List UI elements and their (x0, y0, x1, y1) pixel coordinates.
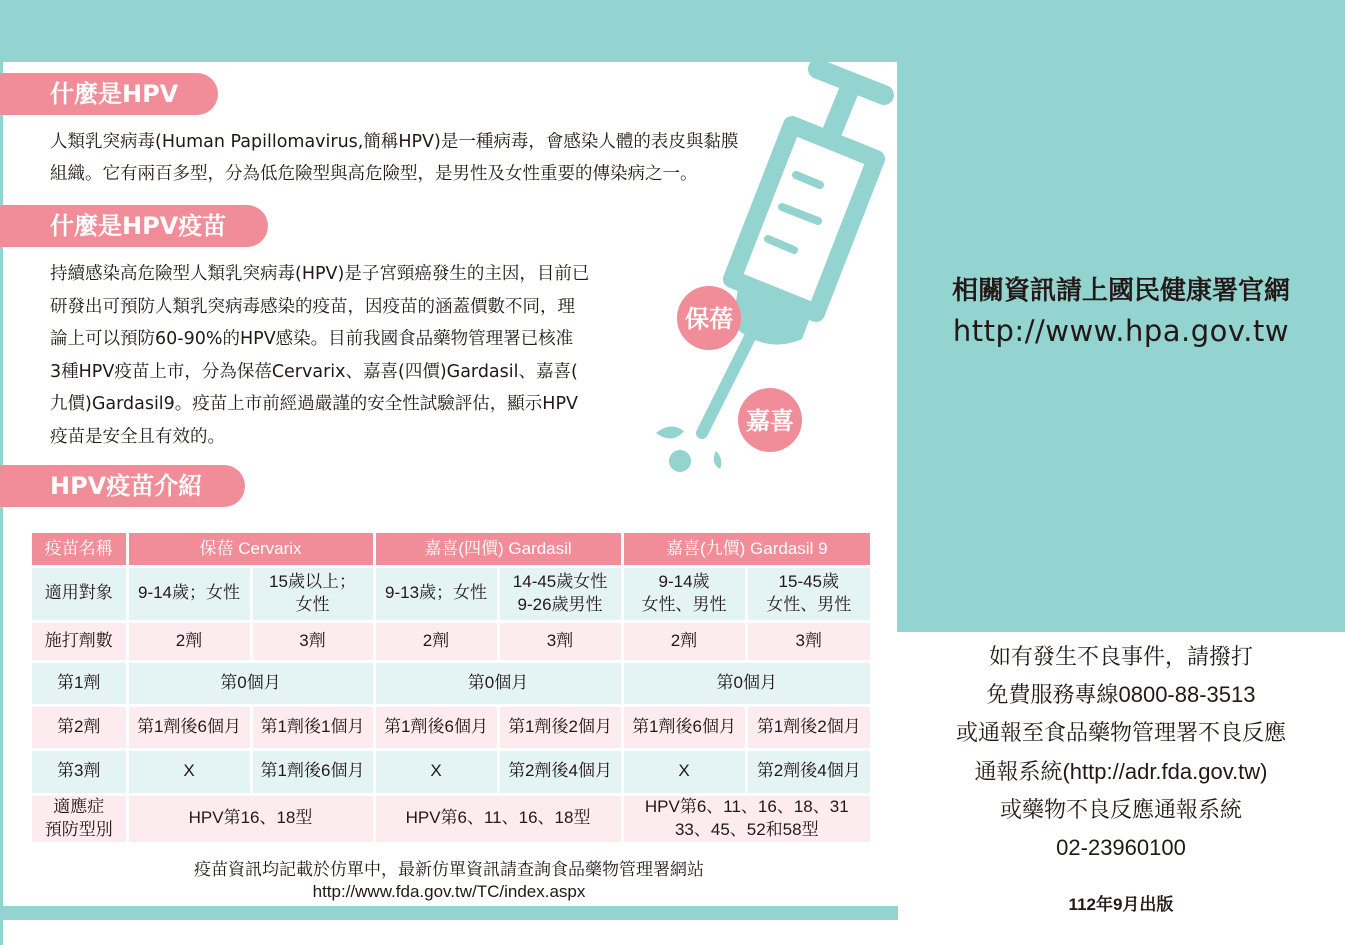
table-cell: 第0個月 (622, 661, 870, 705)
bubble-label: 嘉喜 (746, 407, 794, 435)
paragraph-line: 組織。它有兩百多型，分為低危險型與高危險型，是男性及女性重要的傳染病之一。 (50, 164, 698, 184)
table-cell: 9-14歲；女性 (127, 566, 251, 621)
table-cell: 第1劑後6個月 (251, 749, 374, 794)
table-row-dose1 (32, 661, 870, 705)
section-title-what-is-vaccine: 什麼是HPV疫苗 (0, 205, 268, 247)
paragraph-line: 人類乳突病毒(Human Papillomavirus,簡稱HPV)是一種病毒，會感染人體的表皮與黏膜 (50, 132, 739, 152)
adverse-event-report (897, 638, 1345, 867)
report-line: 通報系統(http://adr.fda.gov.tw) (974, 758, 1268, 784)
table-cell: 15-45歲 女性、男性 (746, 566, 870, 621)
table-cell: HPV第16、18型 (127, 794, 374, 843)
publication-date: 112年9月出版 (1068, 895, 1174, 914)
table-cell: 第1劑後6個月 (622, 705, 746, 749)
table-cell: 2劑 (374, 621, 498, 661)
table-cell: 第2劑後4個月 (746, 749, 870, 794)
table-row-dose3 (32, 749, 870, 794)
table-cell: 9-13歲；女性 (374, 566, 498, 621)
vaccine-name-cervarix: 保蓓 Cervarix (127, 533, 374, 566)
section-title-vaccine-intro: HPV疫苗介紹 (0, 465, 245, 507)
table-cell: 3劑 (251, 621, 374, 661)
paragraph-line: 3種HPV疫苗上市，分為保蓓Cervarix、嘉喜(四價)Gardasil、嘉喜( (50, 361, 578, 382)
table-cell: 第1劑後2個月 (746, 705, 870, 749)
bubble-gardasil (738, 388, 802, 452)
table-cell: 第0個月 (127, 661, 374, 705)
table-row-doses (32, 621, 870, 661)
table-cell: 第1劑後6個月 (127, 705, 251, 749)
table-cell: HPV第6、11、16、18、31 33、45、52和58型 (622, 794, 870, 843)
vaccine-name-gardasil: 嘉喜(四價) Gardasil (374, 533, 622, 566)
table-row-dose2 (32, 705, 870, 749)
bubble-label: 保蓓 (685, 305, 733, 333)
row-label: 第1劑 (32, 661, 127, 705)
table-cell: 第0個月 (374, 661, 622, 705)
table-cell: 2劑 (622, 621, 746, 661)
report-line: 或藥物不良反應通報系統 (999, 796, 1242, 822)
table-cell: X (374, 749, 498, 794)
syringe-icon (640, 55, 900, 485)
bottom-band (0, 906, 898, 920)
table-cell: 2劑 (127, 621, 251, 661)
paragraph-line: 疫苗是安全且有效的。 (50, 426, 225, 447)
footnote-text: 疫苗資訊均記載於仿單中，最新仿單資訊請查詢食品藥物管理署網站 (194, 860, 704, 879)
report-line: 02-23960100 (1056, 835, 1186, 861)
table-row-indication (32, 794, 870, 843)
footnote-link[interactable]: http://www.fda.gov.tw/TC/index.aspx (312, 882, 586, 901)
report-line: 如有發生不良事件，請撥打 (988, 644, 1253, 669)
table-cell: 15歲以上； 女性 (251, 566, 374, 621)
row-label: 施打劑數 (32, 621, 127, 661)
vaccine-name-gardasil9: 嘉喜(九價) Gardasil 9 (622, 533, 870, 566)
hpa-link[interactable]: http://www.hpa.gov.tw (952, 314, 1290, 348)
vaccine-table (32, 533, 870, 845)
report-line: 免費服務專線0800-88-3513 (986, 682, 1256, 708)
top-band (0, 0, 1345, 62)
table-cell: 第1劑後2個月 (498, 705, 622, 749)
table-cell: 第2劑後4個月 (498, 749, 622, 794)
table-cell: X (127, 749, 251, 794)
table-row-eligible (32, 566, 870, 621)
bubble-cervarix (677, 286, 741, 350)
table-cell: 第1劑後1個月 (251, 705, 374, 749)
row-label: 第3劑 (32, 749, 127, 794)
row-label: 適用對象 (32, 566, 127, 621)
paragraph-line: 研發出可預防人類乳突病毒感染的疫苗，因疫苗的涵蓋價數不同，理 (50, 296, 575, 317)
table-cell: 3劑 (498, 621, 622, 661)
table-header-row (32, 533, 870, 566)
paragraph-what-is-vaccine (50, 258, 589, 453)
section-title-what-is-hpv: 什麼是HPV (0, 73, 218, 115)
table-cell: HPV第6、11、16、18型 (374, 794, 622, 843)
row-label: 適應症 預防型別 (32, 794, 127, 843)
table-cell: 第1劑後6個月 (374, 705, 498, 749)
hpa-title: 相關資訊請上國民健康署官網 (951, 276, 1290, 306)
report-line: 或通報至食品藥物管理署不良反應 (955, 720, 1286, 746)
table-cell: 14-45歲女性 9-26歲男性 (498, 566, 622, 621)
table-cell: X (622, 749, 746, 794)
table-cell: 9-14歲 女性、男性 (622, 566, 746, 621)
table-header-label: 疫苗名稱 (32, 533, 127, 566)
table-cell: 3劑 (746, 621, 870, 661)
paragraph-line: 持續感染高危險型人類乳突病毒(HPV)是子宮頸癌發生的主因，目前已 (50, 264, 590, 284)
row-label: 第2劑 (32, 705, 127, 749)
paragraph-line: 論上可以預防60-90%的HPV感染。目前我國食品藥物管理署已核准 (50, 329, 574, 349)
paragraph-what-is-hpv (50, 126, 738, 190)
paragraph-line: 九價)Gardasil9。疫苗上市前經過嚴謹的安全性試驗評估，顯示HPV (50, 394, 578, 414)
